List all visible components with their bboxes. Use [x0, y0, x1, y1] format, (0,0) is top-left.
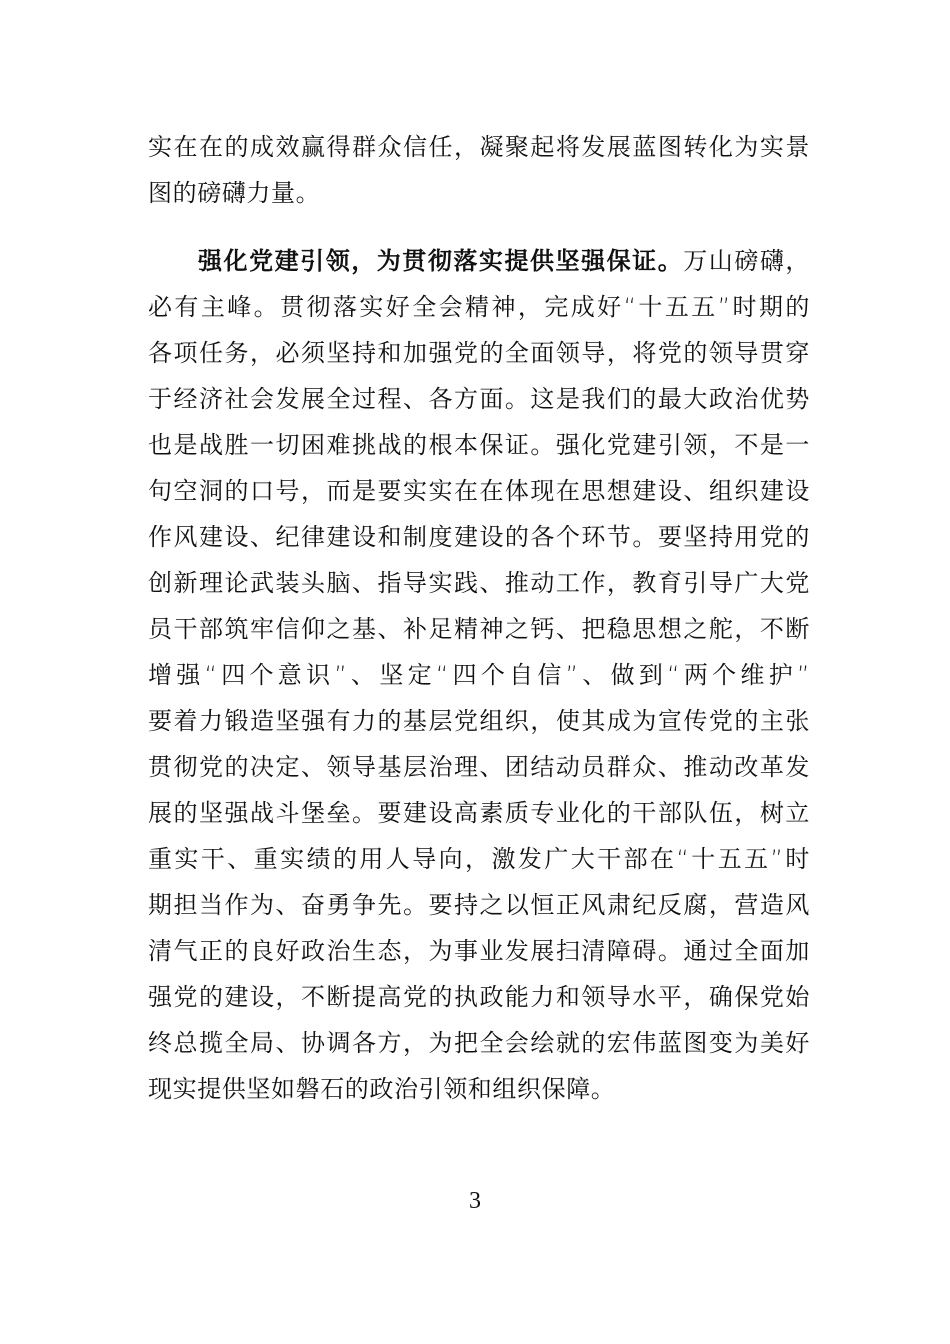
body-text: [148, 124, 810, 1112]
text-line: 员干部筑牢信仰之基、补足精神之钙、把稳思想之舵，不断: [148, 615, 810, 643]
text-line: 也是战胜一切困难挑战的根本保证。强化党建引领，不是一: [148, 431, 810, 459]
text-line: 各项任务，必须坚持和加强党的全面领导，将党的领导贯穿: [148, 339, 810, 367]
page-number: 3: [469, 1188, 481, 1214]
text-line: 强党的建设，不断提高党的执政能力和领导水平，确保党始: [148, 983, 810, 1011]
text-line: 实在在的成效赢得群众信任，凝聚起将发展蓝图转化为实景: [148, 133, 810, 161]
text-line: 作风建设、纪律建设和制度建设的各个环节。要坚持用党的: [148, 523, 810, 551]
text-line: 期担当作为、奋勇争先。要持之以恒正风肃纪反腐，营造风: [148, 891, 810, 919]
text-line: 图的磅礴力量。: [148, 179, 321, 207]
paragraph-heading: 强化党建引领，为贯彻落实提供坚强保证。: [198, 247, 684, 275]
paragraph-continuation: [148, 124, 810, 216]
text-line: 要着力锻造坚强有力的基层党组织，使其成为宣传党的主张: [148, 707, 810, 735]
text-line: 必有主峰。贯彻落实好全会精神，完成好“十五五”时期的: [148, 293, 810, 321]
text-line: 增强“四个意识”、坚定“四个自信”、做到“两个维护”: [148, 661, 810, 689]
text-line: 现实提供坚如磐石的政治引领和组织保障。: [148, 1075, 616, 1103]
paragraph-party-building: [148, 238, 810, 1112]
heading-continuation: 万山磅礴，: [683, 247, 811, 275]
text-line: 创新理论武装头脑、指导实践、推动工作，教育引导广大党: [148, 569, 810, 597]
text-line: 终总揽全局、协调各方，为把全会绘就的宏伟蓝图变为美好: [148, 1029, 810, 1057]
text-line: 清气正的良好政治生态，为事业发展扫清障碍。通过全面加: [148, 937, 810, 965]
text-line: 于经济社会发展全过程、各方面。这是我们的最大政治优势: [148, 385, 810, 413]
paragraph-first-line: [148, 238, 810, 284]
text-line: 贯彻党的决定、领导基层治理、团结动员群众、推动改革发: [148, 753, 810, 781]
text-line: 重实干、重实绩的用人导向，激发广大干部在“十五五”时: [148, 845, 810, 873]
text-line: 句空洞的口号，而是要实实在在体现在思想建设、组织建设: [148, 477, 810, 505]
text-line: 展的坚强战斗堡垒。要建设高素质专业化的干部队伍，树立: [148, 799, 810, 827]
